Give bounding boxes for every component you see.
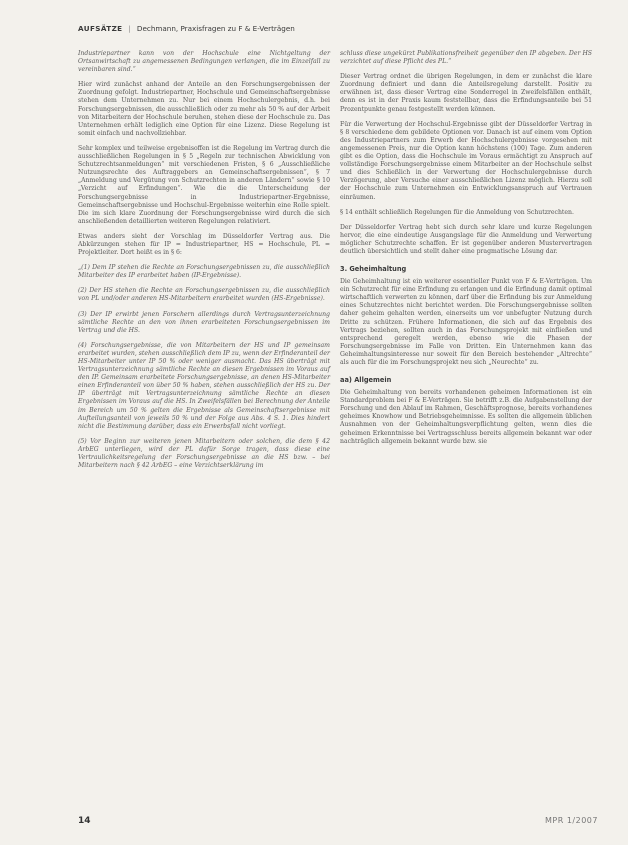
header-separator: | — [128, 24, 131, 33]
quoted-paragraph: (2) Der HS stehen die Rechte an Forschungsergebnissen zu, die ausschließlich von PL und/oder anderen HS-Mitarbeitern erarbeitet wurden (HS-Ergebnisse). — [78, 287, 330, 303]
quoted-paragraph: (4) Forschungsergebnisse, die von Mitarbeitern der HS und IP gemeinsam erarbeitet wurden, stehen ausschließlich dem IP zu, wenn der Erfinderanteil der HS-Mitarbeiter unter IP 50 % oder weniger ausmacht. Das HS überträgt mit Vertragsunterzeichnung sämtliche Rechte an diesen Ergebnissen im Voraus auf den IP. Gemeinsam erarbeitete Forschungsergebnisse, an denen HS-Mitarbeiter einen Erfinderanteil von über 50 % haben, stehen ausschließlich der HS zu. Der IP überträgt mit Vertragsunterzeichnung sämtliche Rechte an diesen Ergebnissen im Voraus auf die HS. In Zweifelsfällen bei Berechnung der Anteile im Bereich um 50 % gelten die Ergebnisse als Gemeinschaftsergebnisse mit Aufteilungsanteil von jeweils 50 % und der Folge aus Abs. 4 S. 1. Dies hindert nicht die Bestimmung darüber, dass ein Erwerbsfall nicht vorliegt. — [78, 341, 330, 430]
body-paragraph: Die Geheimhaltung ist ein weiterer essentieller Punkt von F & E-Verträgen. Um ein Schutzrecht für eine Erfindung zu erlangen und die Erfindung damit optimal wirtschaftlich verwerten zu können, darf über die Erfindung bis zur Anmeldung eines Schutzrechtes nicht berichtet werden. Die Forschungsergebnisse sollten daher geheim gehalten werden, einerseits um vor unbefugter Nutzung durch Dritte zu schützen. Frühere Informationen, die sich auf das Ergebnis des Vertrags beziehen, sollten auch in das Forschungsprojekt mit einfließen und entsprechend geregelt werden, ebenso wie die Phasen der Forschungsergebnisse im Falle von Dritten. Ein Unternehmen kann das Geheimhaltungsinteresse nur soweit für den Bereich bestehender „Altrechte“ als auch für die im Forschungsprojekt neu sich „Neurechte“ zu. — [340, 278, 592, 366]
body-paragraph: § 14 enthält schließlich Regelungen für die Anmeldung von Schutzrechten. — [340, 208, 574, 216]
right-column — [340, 50, 592, 453]
quoted-paragraph: „(1) Dem IP stehen die Rechte an Forschungsergebnissen zu, die ausschließlich Mitarbeiter des IP erarbeitet haben (IP-Ergebnisse). — [78, 264, 330, 280]
body-paragraph: Für die Verwertung der Hochschul-Ergebnisse gibt der Düsseldorfer Vertrag in § 8 verschiedene dem gebildete Optionen vor. Danach ist auf einem vom Option des Industriepartners zum Erwerb der Hochschulergebnisse vorgesehen mit angemessenen Preis, nur die Option kann höchstens (100) Tage. Zum anderen gibt es die Option, dass die Hochschule im Voraus ermächtigt zu Anspruch auf vollständige Forschungsergebnisse einem Mitarbeiter an der Hochschule selbst und dies Schließlich in der Verwertung der Hochschulergebnisse durch Verzögerung, aber Versuche einer ausschließlichen Lizenz möglich. Hierzu soll der Hochschule zum Unternehmen ein Entwicklungsanspruch auf Vertrauen einräumen. — [340, 120, 592, 201]
journal-issue: MPR 1/2007 — [545, 816, 598, 825]
page-footer — [78, 816, 598, 826]
body-paragraph: Hier wird zunächst anhand der Anteile an den Forschungsergebnissen der Zuordnung gefolgt. Industriepartner, Hochschule und Gemeinschaftsergebnisse stehen dem Unternehmen zu. Nur bei einem Hochschulergebnis, d.h. bei Forschungsergebnissen, die ausschließlich oder zu mehr als 50 % auf der Arbeit von Mitarbeitern der Hochschule beruhen, stehen diese der Hochschule zu. Das Unternehmen erhält lediglich eine Option für eine Lizenz. Diese Regelung ist somit einfach und nachvollziehbar. — [78, 81, 330, 137]
section-heading: aa) Allgemein — [340, 376, 392, 385]
running-header — [78, 24, 598, 33]
body-paragraph: Sehr komplex und teilweise ergebnisoffen ist die Regelung im Vertrag durch die ausschließlichen Regelungen in § 5 „Regeln zur technischen Abwicklung von Schutzrechtsanmeldungen“ mit verschiedenen Fristen, § 6 „Ausschließliche Nutzungsrechte des Auftraggebers an Gemeinschaftsergebnissen“, § 7 „Anmeldung und Vergütung von Schutzrechten in anderen Ländern“ sowie § 10 „Verzicht auf Erfindungen“. Wie die die Unterscheidung der Forschungsergebnisse in Industriepartner-Ergebnisse, Gemeinschaftsergebnisse und Hochschul-Ergebnisse weiterhin eine Rolle spielt. Die im sich klare Zuordnung der Forschungsergebnisse wird durch die sich anschließenden detaillierten weiteren Regelungen relativiert. — [78, 144, 330, 225]
page-number: 14 — [78, 816, 91, 826]
body-paragraph: Die Geheimhaltung von bereits vorhandenen geheimen Informationen ist ein Standardproblem bei F & E-Verträgen. Sie betrifft z.B. die Aufgabenstellung der Forschung und den Ablauf im Rahmen, Geschäftsprognose, bereits vorhandenes geheimes Knowhow und Betriebsgeheimnisse. Es sollten die allgemein üblichen Ausnahmen von der Geheimhaltungsverpflichtung gelten, wenn dies die geheimen Erkenntnisse bei Vertragsschluss bereits allgemein bekannt war oder nachträglich allgemein bekannt wurde bzw. sie — [340, 389, 592, 445]
quoted-paragraph: schluss diese ungekürzt Publikationsfreiheit gegenüber den IP abgeben. Der HS verzichtet auf diese Pflicht des PL.“ — [340, 50, 592, 66]
section-heading: 3. Geheimhaltung — [340, 265, 407, 274]
left-column — [78, 50, 330, 477]
running-title: Dechmann, Praxisfragen zu F & E-Verträgen — [136, 24, 295, 33]
quoted-paragraph: (5) Vor Beginn zur weiteren jenen Mitarbeitern oder solchen, die dem § 42 ArbEG unterliegen, wird der PL dafür Sorge tragen, dass diese eine Vertraulichkeitsregelung der Forschungsergebnisse an die HS bzw. – bei Mitarbeitern nach § 42 ArbEG – eine Verzichtserklärung im — [78, 437, 330, 470]
quoted-paragraph: Industriepartner kann von der Hochschule eine Nichtgeltung der Ortsanwirtschaft zu angemessenen Bedingungen verlangen, die im Einzelfall zu vereinbaren sind.“ — [78, 50, 330, 74]
body-paragraph: Etwas anders sieht der Vorschlag im Düsseldorfer Vertrag aus. Die Abkürzungen stehen für IP = Industriepartner, HS = Hochschule, PL = Projektleiter. Dort heißt es in § 6: — [78, 232, 330, 257]
body-paragraph: Dieser Vertrag ordnet die übrigen Regelungen, in dem er zunächst die klare Zuordnung definiert und dann die Anteilsregelung darstellt. Positiv zu erwähnen ist, dass dieser Vertrag eine Sonderregel in Zweifelsfällen enthält, denn es ist in der Praxis kaum feststellbar, dass die Erfindungsanteile bei 51 Prozentpunkte genau festgestellt werden können. — [340, 73, 592, 113]
quoted-paragraph: (3) Der IP erwirbt jenen Forschern allerdings durch Vertragsunterzeichnung sämtliche Rechte an den von ihnen erarbeiteten Forschungsergebnissen im Vertrag und die HS. — [78, 310, 330, 334]
section-label: AUFSÄTZE — [78, 24, 123, 33]
body-paragraph: Der Düsseldorfer Vertrag hebt sich durch sehr klare und kurze Regelungen hervor, die eine eindeutige Ausgangslage für die Anmeldung und Verwertung möglicher Schutzrechte schaffen. Er ist gegenüber anderen Mustervertragen deutlich übersichtlich und stellt daher eine pragmatische Lösung dar. — [340, 223, 592, 255]
